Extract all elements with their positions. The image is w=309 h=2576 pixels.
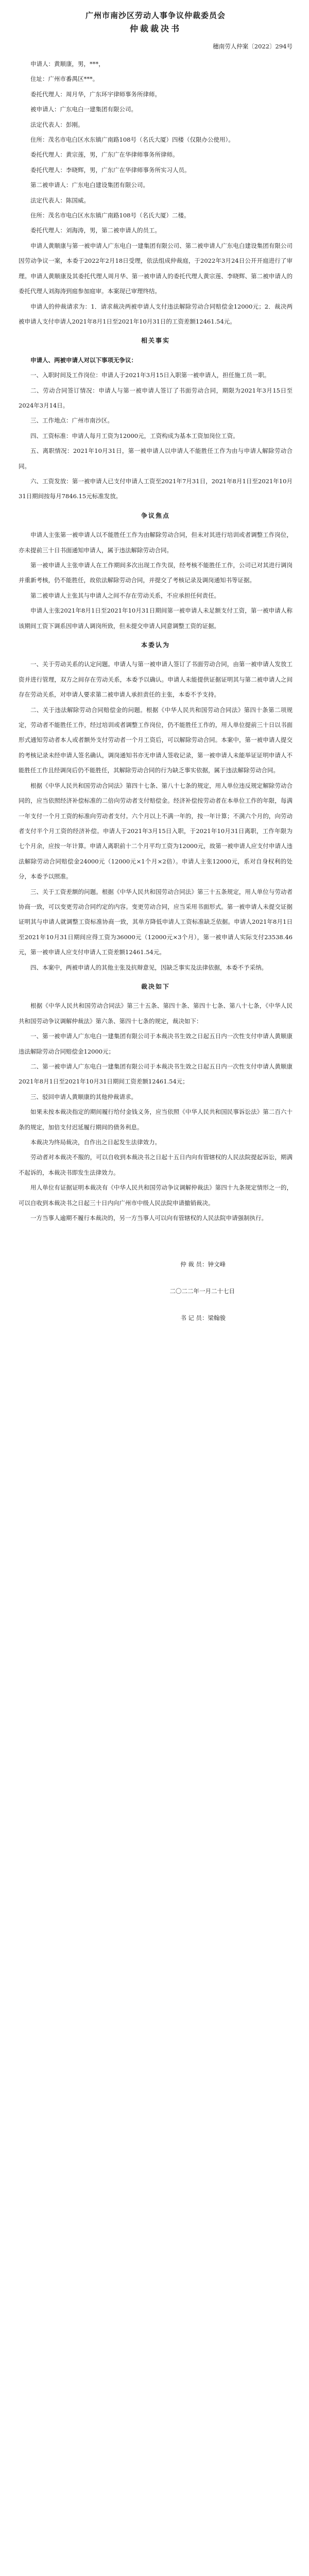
parties-section bbox=[19, 57, 293, 239]
dispute-item: 申请人主张第一被申请人以不能胜任工作为由解除劳动合同，但未对其进行培训或者调整工作岗位，亦未提前三十日书面通知申请人，属于违法解除劳动合同。 bbox=[19, 531, 293, 554]
party-line: 住址：广州市番禺区***。 bbox=[30, 75, 99, 83]
opinion-item: 二、关于违法解除劳动合同赔偿金的问题。根据《中华人民共和国劳动合同法》第四十条第二项规定，劳动者不能胜任工作，经过培训或者调整工作岗位，仍不能胜任工作的，用人单位提前三十日以书面形式通知劳动者本人或者额外支付劳动者一个月工资后，可以解除劳动合同。本案中，第一被申请人提交的考核记录未经申请人签名确认，调岗通知书亦无申请人签收记录，第一被申请人未能举证证明申请人不能胜任工作且经调岗后仍不能胜任，其解除劳动合同的行为缺乏事实依据，属于违法解除劳动合同。 bbox=[19, 706, 293, 774]
party-line: 委托代理人：李晓辉，男，广东广在华律师事务所实习人员。 bbox=[30, 166, 191, 174]
arbitrator-signature: 仲 裁 员：钟文峰 bbox=[180, 1261, 226, 1268]
decision-date: 二〇二二年一月二十七日 bbox=[169, 1287, 235, 1295]
facts-heading: 相关事实 bbox=[141, 337, 170, 345]
opinion-heading: 本委认为 bbox=[141, 641, 170, 649]
clerk-signature: 书 记 员：梁翰骏 bbox=[180, 1314, 226, 1322]
opinion-section bbox=[19, 657, 293, 975]
party-line: 第二被申请人：广东电白建设集团有限公司。 bbox=[30, 181, 149, 189]
fact-item: 四、工资标准：申请人每月工资为12000元，工资构成为基本工资加岗位工资。 bbox=[30, 432, 239, 439]
closing-section bbox=[19, 1135, 293, 1226]
facts-subheading: 申请人、两被申请人对以下事项无争议： bbox=[30, 356, 137, 364]
ruling-item: 一、第一被申请人广东电白一建集团有限公司于本裁决书生效之日起五日内一次性支付申请人黄顺康违法解除劳动合同赔偿金12000元； bbox=[19, 1032, 293, 1055]
party-line: 法定代表人：陈国威。 bbox=[30, 196, 90, 204]
claims-paragraph: 申请人的仲裁请求为：1．请求裁决两被申请人支付违法解除劳动合同赔偿金12000元；2．裁决两被申请人支付申请人2021年8月1日至2021年10月31日的工资差额12461.54元。 bbox=[19, 302, 293, 325]
dispute-section bbox=[19, 528, 293, 634]
ruling-intro: 根据《中华人民共和国劳动合同法》第三十五条、第四十条、第四十七条、第八十七条，《中华人民共和国劳动争议调解仲裁法》第六条、第四十七条的规定，裁决如下： bbox=[19, 1002, 293, 1025]
party-line: 委托代理人：刘海涛，男，第二被申请人的员工。 bbox=[30, 227, 161, 234]
committee-title: 广州市南沙区劳动人事争议仲裁委员会 bbox=[85, 11, 226, 20]
fact-item: 二、劳动合同签订情况：申请人与第一被申请人签订了书面劳动合同，期限为2021年3月15日至2024年3月14日。 bbox=[19, 386, 293, 409]
fact-item: 六、工资发放：第一被申请人已支付申请人工资至2021年7月31日，2021年8月1日至2021年10月31日期间按每月7846.15元标准发放。 bbox=[19, 477, 293, 500]
dispute-item: 申请人主张2021年8月1日至2021年10月31日期间第一被申请人未足额支付工资，第一被申请人称该期间工资下调系因申请人调岗所致，但未提交申请人同意调整工资的证据。 bbox=[19, 607, 293, 630]
party-line: 住所：茂名市电白区水东镇广南路108号（名氏大厦）二楼。 bbox=[30, 212, 190, 219]
dispute-heading: 争议焦点 bbox=[141, 512, 170, 519]
intro-section bbox=[19, 239, 293, 329]
closing-paragraph: 一方当事人逾期不履行本裁决的，另一方当事人可以向有管辖权的人民法院申请强制执行。 bbox=[30, 1214, 267, 1222]
party-line: 委托代理人：黄宗莲，男，广东广在华律师事务所律师。 bbox=[30, 151, 179, 159]
closing-paragraph: 用人单位有证据证明本裁决有《中华人民共和国劳动争议调解仲裁法》第四十九条规定情形之一的，可以自收到本裁决书之日起三十日内向广州市中级人民法院申请撤销裁决。 bbox=[19, 1184, 293, 1207]
ruling-item: 三、驳回申请人黄顺康的其他仲裁请求。 bbox=[30, 1093, 137, 1100]
party-line: 住所：茂名市电白区水东镇广南路108号（名氏大厦）四楼（仅限办公使用）。 bbox=[30, 136, 234, 144]
opinion-item: 根据《中华人民共和国劳动合同法》第四十七条、第八十七条的规定，用人单位违反规定解除劳动合同的，应当依照经济补偿标准的二倍向劳动者支付赔偿金。经济补偿按劳动者在本单位工作的年限，每满一年支付一个月工资的标准向劳动者支付。六个月以上不满一年的，按一年计算；不满六个月的，向劳动者支付半个月工资的经济补偿。申请人于2021年3月15日入职，于2021年10月31日离职，工作年限为七个月余，应按一年计算。申请人离职前十二个月平均工资为12000元，故第一被申请人应支付申请人违法解除劳动合同赔偿金24000元（12000元×1个月×2倍）。申请人主张12000元，系对自身权利的处分，本委予以照准。 bbox=[19, 782, 293, 880]
signature-block bbox=[19, 1257, 293, 1326]
signature-spacer bbox=[19, 1226, 293, 1257]
ruling-item: 二、第一被申请人广东电白一建集团有限公司于本裁决书生效之日起五日内一次性支付申请人黄顺康2021年8月1日至2021年10月31日期间工资差额12461.54元； bbox=[19, 1063, 293, 1086]
case-number: 穗南劳人仲案〔2022〕294号 bbox=[213, 43, 293, 50]
ruling-item: 如果未按本裁决指定的期间履行给付金钱义务，应当依照《中华人民共和国民事诉讼法》第二百六十条的规定，加倍支付迟延履行期间的债务利息。 bbox=[19, 1108, 293, 1131]
dispute-item: 第二被申请人主张其与申请人之间不存在劳动关系，不应承担任何责任。 bbox=[30, 591, 220, 599]
party-line: 委托代理人：周月华，广东环宇律师事务所律师。 bbox=[30, 90, 161, 98]
closing-paragraph: 劳动者对本裁决不服的，可以自收到本裁决书之日起十五日内向有管辖权的人民法院提起诉讼，期满不起诉的，本裁决书即发生法律效力。 bbox=[19, 1154, 293, 1176]
fact-item: 三、工作地点：广州市南沙区。 bbox=[30, 417, 113, 425]
ruling-section bbox=[19, 998, 293, 1135]
document-title: 仲裁裁决书 bbox=[129, 24, 181, 33]
opinion-item: 四、本案中，两被申请人的其他主张及抗辩意见，因缺乏事实及法律依据，本委不予采纳。 bbox=[30, 963, 267, 971]
party-line: 申请人：黄顺康，男，***， bbox=[30, 60, 105, 67]
facts-section bbox=[19, 368, 293, 504]
party-line: 被申请人：广东电白一建集团有限公司。 bbox=[30, 106, 137, 113]
ruling-heading: 裁决如下 bbox=[141, 982, 170, 990]
closing-paragraph: 本裁决为终局裁决，自作出之日起发生法律效力。 bbox=[30, 1139, 161, 1146]
dispute-item: 第一被申请人主张申请人在工作期间多次出现工作失误，经考核不能胜任工作，公司已对其进行调岗并重新考核，仍不能胜任，故依法解除劳动合同，并提交了考核记录及调岗通知书等证据。 bbox=[19, 562, 293, 584]
intro-paragraph: 申请人黄顺康与第一被申请人广东电白一建集团有限公司、第二被申请人广东电白建设集团有限公司因劳动争议一案，本委于2022年2月18日受理，依法组成仲裁庭，于2022年3月24日公开开庭进行了审理。申请人黄顺康及其委托代理人周月华、第一被申请人的委托代理人黄宗莲、李晓辉、第二被申请人的委托代理人刘海涛到庭参加庭审。本案现已审理终结。 bbox=[19, 242, 293, 295]
opinion-item: 一、关于劳动关系的认定问题。申请人与第一被申请人签订了书面劳动合同，由第一被申请人发放工资并进行管理，双方之间存在劳动关系，本委予以确认。申请人未能提供证据证明其与第二被申请人之间存在劳动关系，对申请人要求第二被申请人承担责任的主张，本委不予支持。 bbox=[19, 660, 293, 699]
fact-item: 五、离职情况：2021年10月31日，第一被申请人以申请人不能胜任工作为由与申请人解除劳动合同。 bbox=[19, 447, 293, 470]
opinion-item: 三、关于工资差额的问题。根据《中华人民共和国劳动合同法》第三十五条规定，用人单位与劳动者协商一致，可以变更劳动合同约定的内容。变更劳动合同，应当采用书面形式。第一被申请人未提交证据证明其与申请人就调整工资标准协商一致，其单方降低申请人工资标准缺乏依据。申请人2021年8月1日至2021年10月31日期间应得工资为36000元（12000元×3个月），第一被申请人实际支付23538.46元，第一被申请人应支付申请人工资差额12461.54元。 bbox=[19, 888, 293, 956]
party-line: 法定代表人：彭刚。 bbox=[30, 121, 84, 128]
fact-item: 一、入职时间及工作岗位：申请人于2021年3月15日入职第一被申请人，担任施工员一职。 bbox=[30, 371, 270, 379]
